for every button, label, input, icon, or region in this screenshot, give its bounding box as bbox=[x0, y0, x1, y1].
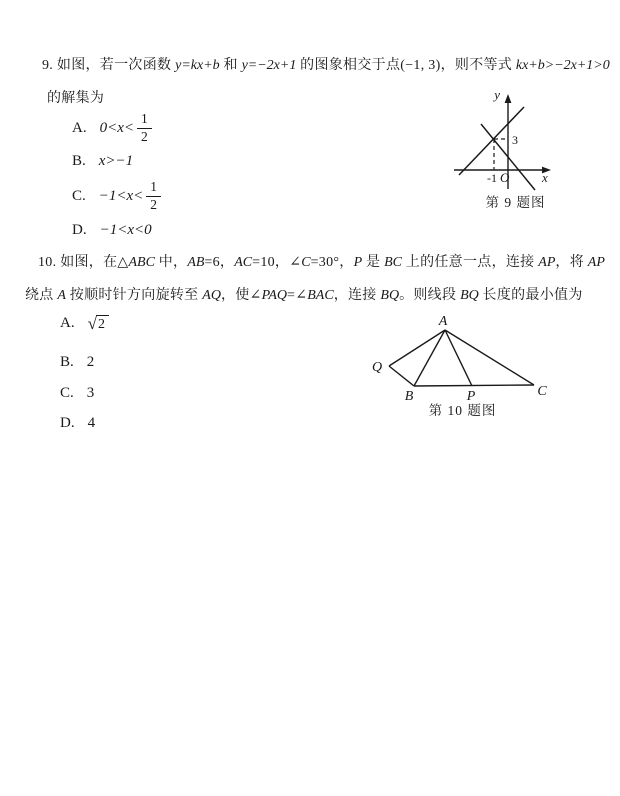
segment-AQ bbox=[389, 330, 445, 366]
q10-figure-triangle bbox=[363, 313, 573, 405]
q9-line1-math: y=−2x+1 bbox=[241, 58, 297, 73]
q10-line2-run: ，连接 bbox=[333, 288, 381, 303]
q10-text-line1 bbox=[38, 251, 605, 271]
vertex-label-Q: Q bbox=[371, 360, 383, 375]
option-math: −1<x< bbox=[98, 187, 144, 204]
q9-line1-math: kx+b>−2x+1>0 bbox=[515, 58, 610, 73]
side-BC bbox=[414, 385, 534, 386]
q9-line1-run: 9. 如图，若一次函数 bbox=[42, 58, 176, 73]
q10-line1-math: P bbox=[353, 255, 363, 270]
q10-line2-run: 。则线段 bbox=[399, 288, 461, 303]
q9-option-a bbox=[72, 111, 152, 145]
side-AB bbox=[414, 330, 445, 386]
q9-line1-run: 的图象相交于点(−1, 3)，则不等式 bbox=[296, 58, 516, 73]
q9-text-line1 bbox=[42, 54, 610, 74]
q10-line2-run: 长度的最小值为 bbox=[478, 288, 583, 303]
q10-line2-math: A bbox=[57, 288, 66, 303]
q9-option-c bbox=[72, 179, 161, 213]
q10-line1-run: ，将 bbox=[555, 255, 588, 270]
q9-text-line2: 的解集为 bbox=[47, 91, 105, 106]
option-value: 2 bbox=[86, 354, 95, 370]
option-letter: C. bbox=[60, 385, 74, 401]
fraction-denominator: 2 bbox=[150, 196, 158, 212]
q10-line1-math: AP bbox=[538, 255, 556, 270]
option-letter: D. bbox=[72, 222, 87, 238]
option-letter: A. bbox=[72, 119, 87, 136]
option-value: 3 bbox=[86, 385, 95, 401]
q10-line1-math: ABC bbox=[128, 255, 155, 270]
y-axis-arrow bbox=[505, 94, 512, 103]
q10-line1-run: 上的任意一点，连接 bbox=[401, 255, 539, 270]
q10-line2-math: PAQ bbox=[261, 288, 288, 303]
q10-line1-run: =6， bbox=[204, 255, 235, 270]
option-letter: D. bbox=[60, 415, 75, 431]
q10-line1-math: AC bbox=[234, 255, 253, 270]
radical-icon: √ bbox=[87, 314, 97, 333]
option-math: x>−1 bbox=[98, 153, 134, 169]
radicand: 2 bbox=[96, 315, 109, 332]
q10-line1-math: BC bbox=[384, 255, 402, 270]
q10-line2-run: ，使∠ bbox=[220, 288, 262, 303]
option-math: 0<x< bbox=[99, 119, 134, 136]
q10-option-d bbox=[60, 415, 95, 432]
q10-line1-run: 10. 如图，在△ bbox=[38, 255, 129, 270]
q10-line2-math: BQ bbox=[380, 288, 400, 303]
x-tick-label: -1 bbox=[487, 171, 497, 185]
q10-line1-math: AB bbox=[187, 255, 205, 270]
option-value: 4 bbox=[87, 415, 96, 431]
fraction-numerator: 1 bbox=[137, 112, 152, 128]
q10-line2-run: =∠ bbox=[287, 288, 308, 303]
q10-line2-math: AQ bbox=[202, 288, 221, 303]
q9-option-b bbox=[72, 153, 133, 170]
q10-line1-math: AP bbox=[587, 255, 605, 270]
option-letter: A. bbox=[60, 315, 75, 332]
option-math: −1<x<0 bbox=[99, 222, 152, 238]
option-letter: C. bbox=[72, 187, 86, 204]
q10-text-line2 bbox=[25, 284, 583, 304]
q10-line1-run: =10，∠ bbox=[252, 255, 302, 270]
segment-QB bbox=[389, 366, 414, 386]
q10-line1-run: 中， bbox=[154, 255, 188, 270]
square-root bbox=[88, 315, 109, 332]
q9-line1-math: y=kx+b bbox=[175, 58, 220, 73]
origin-label: O bbox=[500, 170, 510, 185]
q10-option-c bbox=[60, 385, 94, 402]
y-axis-label: y bbox=[494, 87, 500, 102]
q9-figure-graph bbox=[448, 88, 583, 192]
x-axis-label: x bbox=[542, 170, 548, 185]
option-letter: B. bbox=[60, 354, 74, 370]
q10-line2-run: 按顺时针方向旋转至 bbox=[65, 288, 203, 303]
q10-line2-math: BQ bbox=[460, 288, 479, 303]
vertex-label-C: C bbox=[537, 384, 547, 399]
q9-option-d bbox=[72, 222, 152, 239]
vertex-label-B: B bbox=[404, 389, 414, 404]
fraction-numerator: 1 bbox=[146, 180, 161, 196]
q10-figure-caption: 第 10 题图 bbox=[428, 403, 497, 418]
q10-line1-run: 是 bbox=[362, 255, 385, 270]
vertex-label-A: A bbox=[438, 314, 448, 329]
q10-line1-run: =30°， bbox=[310, 255, 354, 270]
q10-line2-math: BAC bbox=[307, 288, 334, 303]
q9-figure-caption: 第 9 题图 bbox=[485, 195, 546, 210]
y-tick-label: 3 bbox=[512, 133, 518, 147]
fraction-denominator: 2 bbox=[141, 128, 148, 144]
q9-line1-run: 和 bbox=[219, 58, 242, 73]
q10-line1-math: C bbox=[301, 255, 311, 270]
q10-option-b bbox=[60, 354, 94, 371]
fraction bbox=[137, 112, 152, 143]
q10-option-a bbox=[60, 315, 109, 332]
option-letter: B. bbox=[72, 153, 86, 169]
vertex-label-P: P bbox=[466, 389, 476, 404]
fraction bbox=[146, 180, 161, 211]
q10-line2-run: 绕点 bbox=[25, 288, 58, 303]
